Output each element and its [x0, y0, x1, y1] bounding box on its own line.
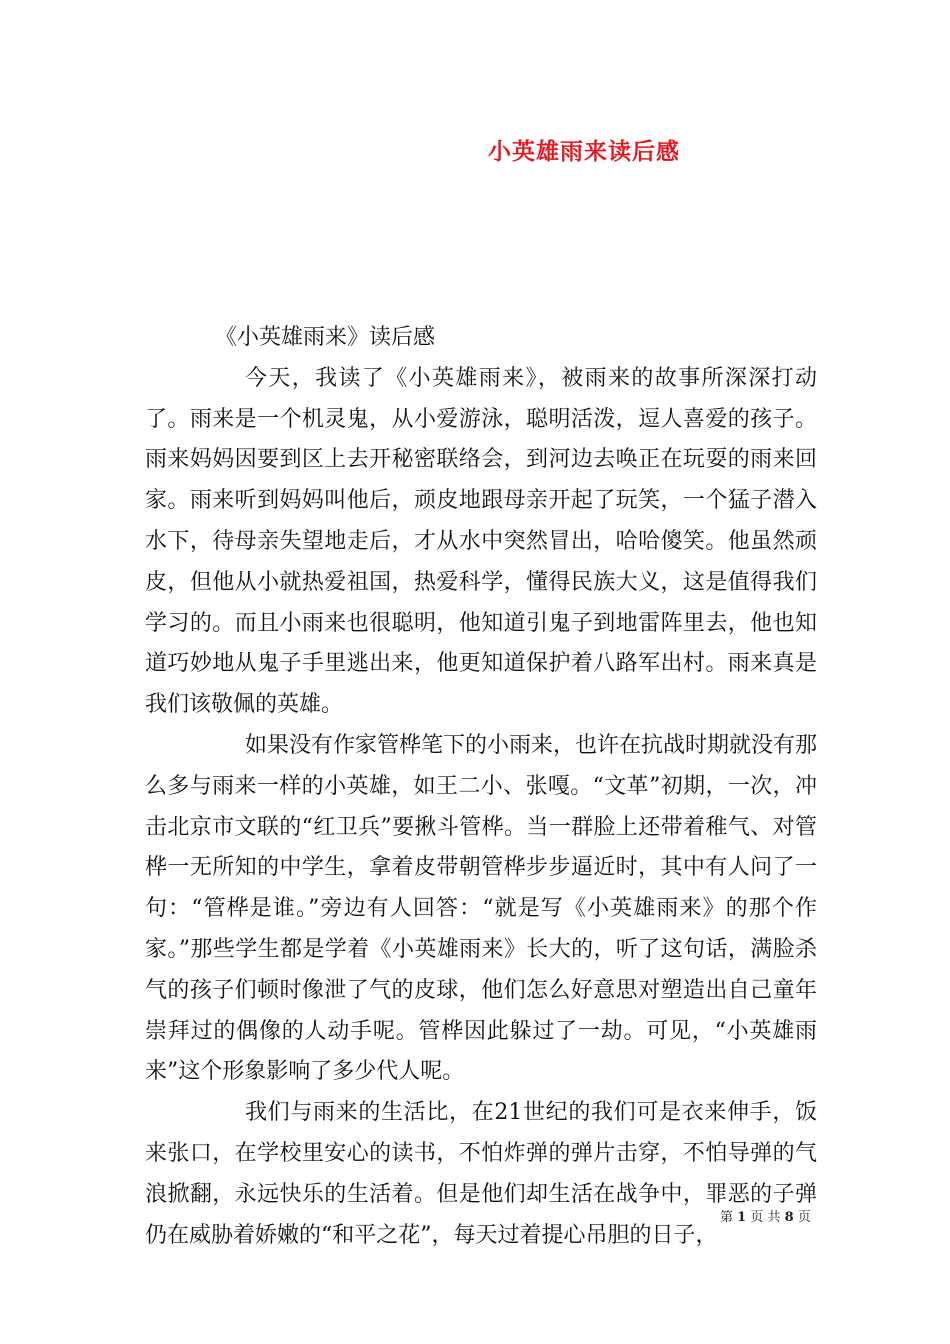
paragraph-3: 我们与雨来的生活比，在21世纪的我们可是衣来伸手，饭来张口，在学校里安心的读书，不怕炸弹的弹片击穿，不怕导弹的气浪掀翻，永远快乐的生活着。但是他们却生活在战争中，罪恶的子弹仍在威胁着娇嫩的“和平之花”，每天过着提心吊胆的日子， [145, 1100, 817, 1248]
document-title: 小英雄雨来读后感 [488, 138, 680, 165]
document-body [145, 318, 817, 1256]
footer-suffix: 页 [797, 1210, 811, 1225]
footer-prefix: 第 [720, 1210, 734, 1225]
footer-middle: 页 共 [750, 1210, 781, 1225]
footer-total-pages: 8 [784, 1210, 794, 1225]
paragraph-2: 如果没有作家管桦笔下的小雨来，也许在抗战时期就没有那么多与雨来一样的小英雄，如王二小、张嘎。“文革”初期，一次，冲击北京市文联的“红卫兵”要揪斗管桦。当一群脸上还带着稚气、对管桦一无所知的中学生，拿着皮带朝管桦步步逼近时，其中有人问了一句：“管桦是谁。”旁边有人回答：“就是写《小英雄雨来》的那个作家。”那些学生都是学着《小英雄雨来》长大的，听了这句话，满脸杀气的孩子们顿时像泄了气的皮球，他们怎么好意思对塑造出自己童年崇拜过的偶像的人动手呢。管桦因此躲过了一劫。可见，“小英雄雨来”这个形象影响了多少代人呢。 [145, 732, 818, 1085]
footer-current-page: 1 [737, 1210, 747, 1225]
document-subtitle: 《小英雄雨来》读后感 [215, 325, 436, 350]
paragraph-1: 今天，我读了《小英雄雨来》，被雨来的故事所深深打动了。雨来是一个机灵鬼，从小爱游泳，聪明活泼，逗人喜爱的孩子。雨来妈妈因要到区上去开秘密联络会，到河边去唤正在玩耍的雨来回家。雨来听到妈妈叫他后，顽皮地跟母亲开起了玩笑，一个猛子潜入水下，待母亲失望地走后，才从水中突然冒出，哈哈傻笑。他虽然顽皮，但他从小就热爱祖国，热爱科学，懂得民族大义，这是值得我们学习的。而且小雨来也很聪明，他知道引鬼子到地雷阵里去，他也知道巧妙地从鬼子手里逃出来，他更知道保护着八路军出村。雨来真是我们该敬佩的英雄。 [145, 365, 817, 718]
page-number-footer [720, 1206, 811, 1225]
